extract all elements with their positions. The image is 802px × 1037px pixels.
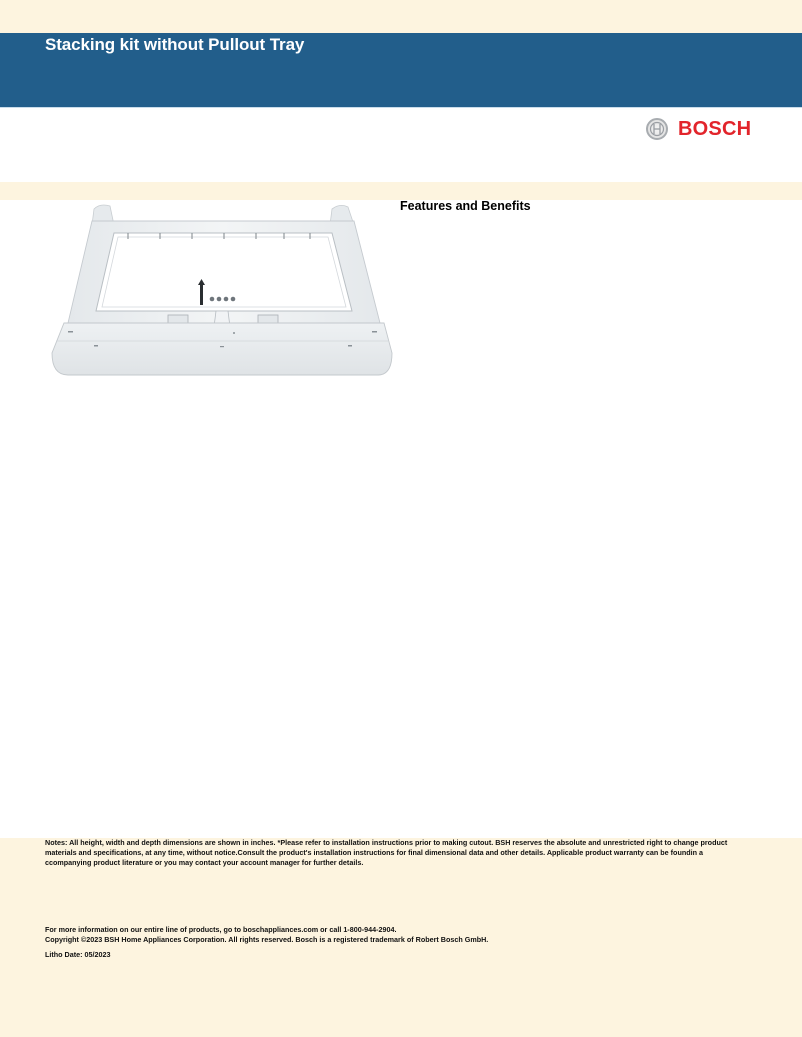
bosch-logo — [646, 116, 751, 142]
bosch-wordmark: BOSCH — [678, 117, 752, 140]
more-info-line: For more information on our entire line of products, go to boschappliances.com or call 1-800-944-2904. — [45, 925, 397, 934]
page-title: Stacking kit without Pullout Tray — [45, 35, 305, 54]
litho-date: Litho Date: 05/2023 — [45, 950, 111, 959]
legal-notes: Notes: All height, width and depth dimensions are shown in inches. *Please refer to installation instructions prior to making cutout. BSH reserves the absolute and unrestricted right to change product materials and specifications, at any time, without notice.Consult the product's installation instructions for final dimensional data and other details. Applicable product warranty can be foundin a ccompanying product literature or you may contact your account manager for further details. — [45, 838, 728, 867]
features-heading: Features and Benefits — [400, 199, 531, 213]
bosch-armature-ring-icon — [646, 118, 668, 140]
copyright-line: Copyright ©2023 BSH Home Appliances Corporation. All rights reserved. Bosch is a registered trademark of Robert Bosch GmbH. — [45, 935, 489, 944]
stacking-kit-product-image — [48, 203, 398, 381]
header-band — [0, 33, 802, 108]
section-divider-band — [0, 182, 802, 200]
contact-info — [45, 925, 765, 945]
top-cream-band — [0, 0, 802, 33]
